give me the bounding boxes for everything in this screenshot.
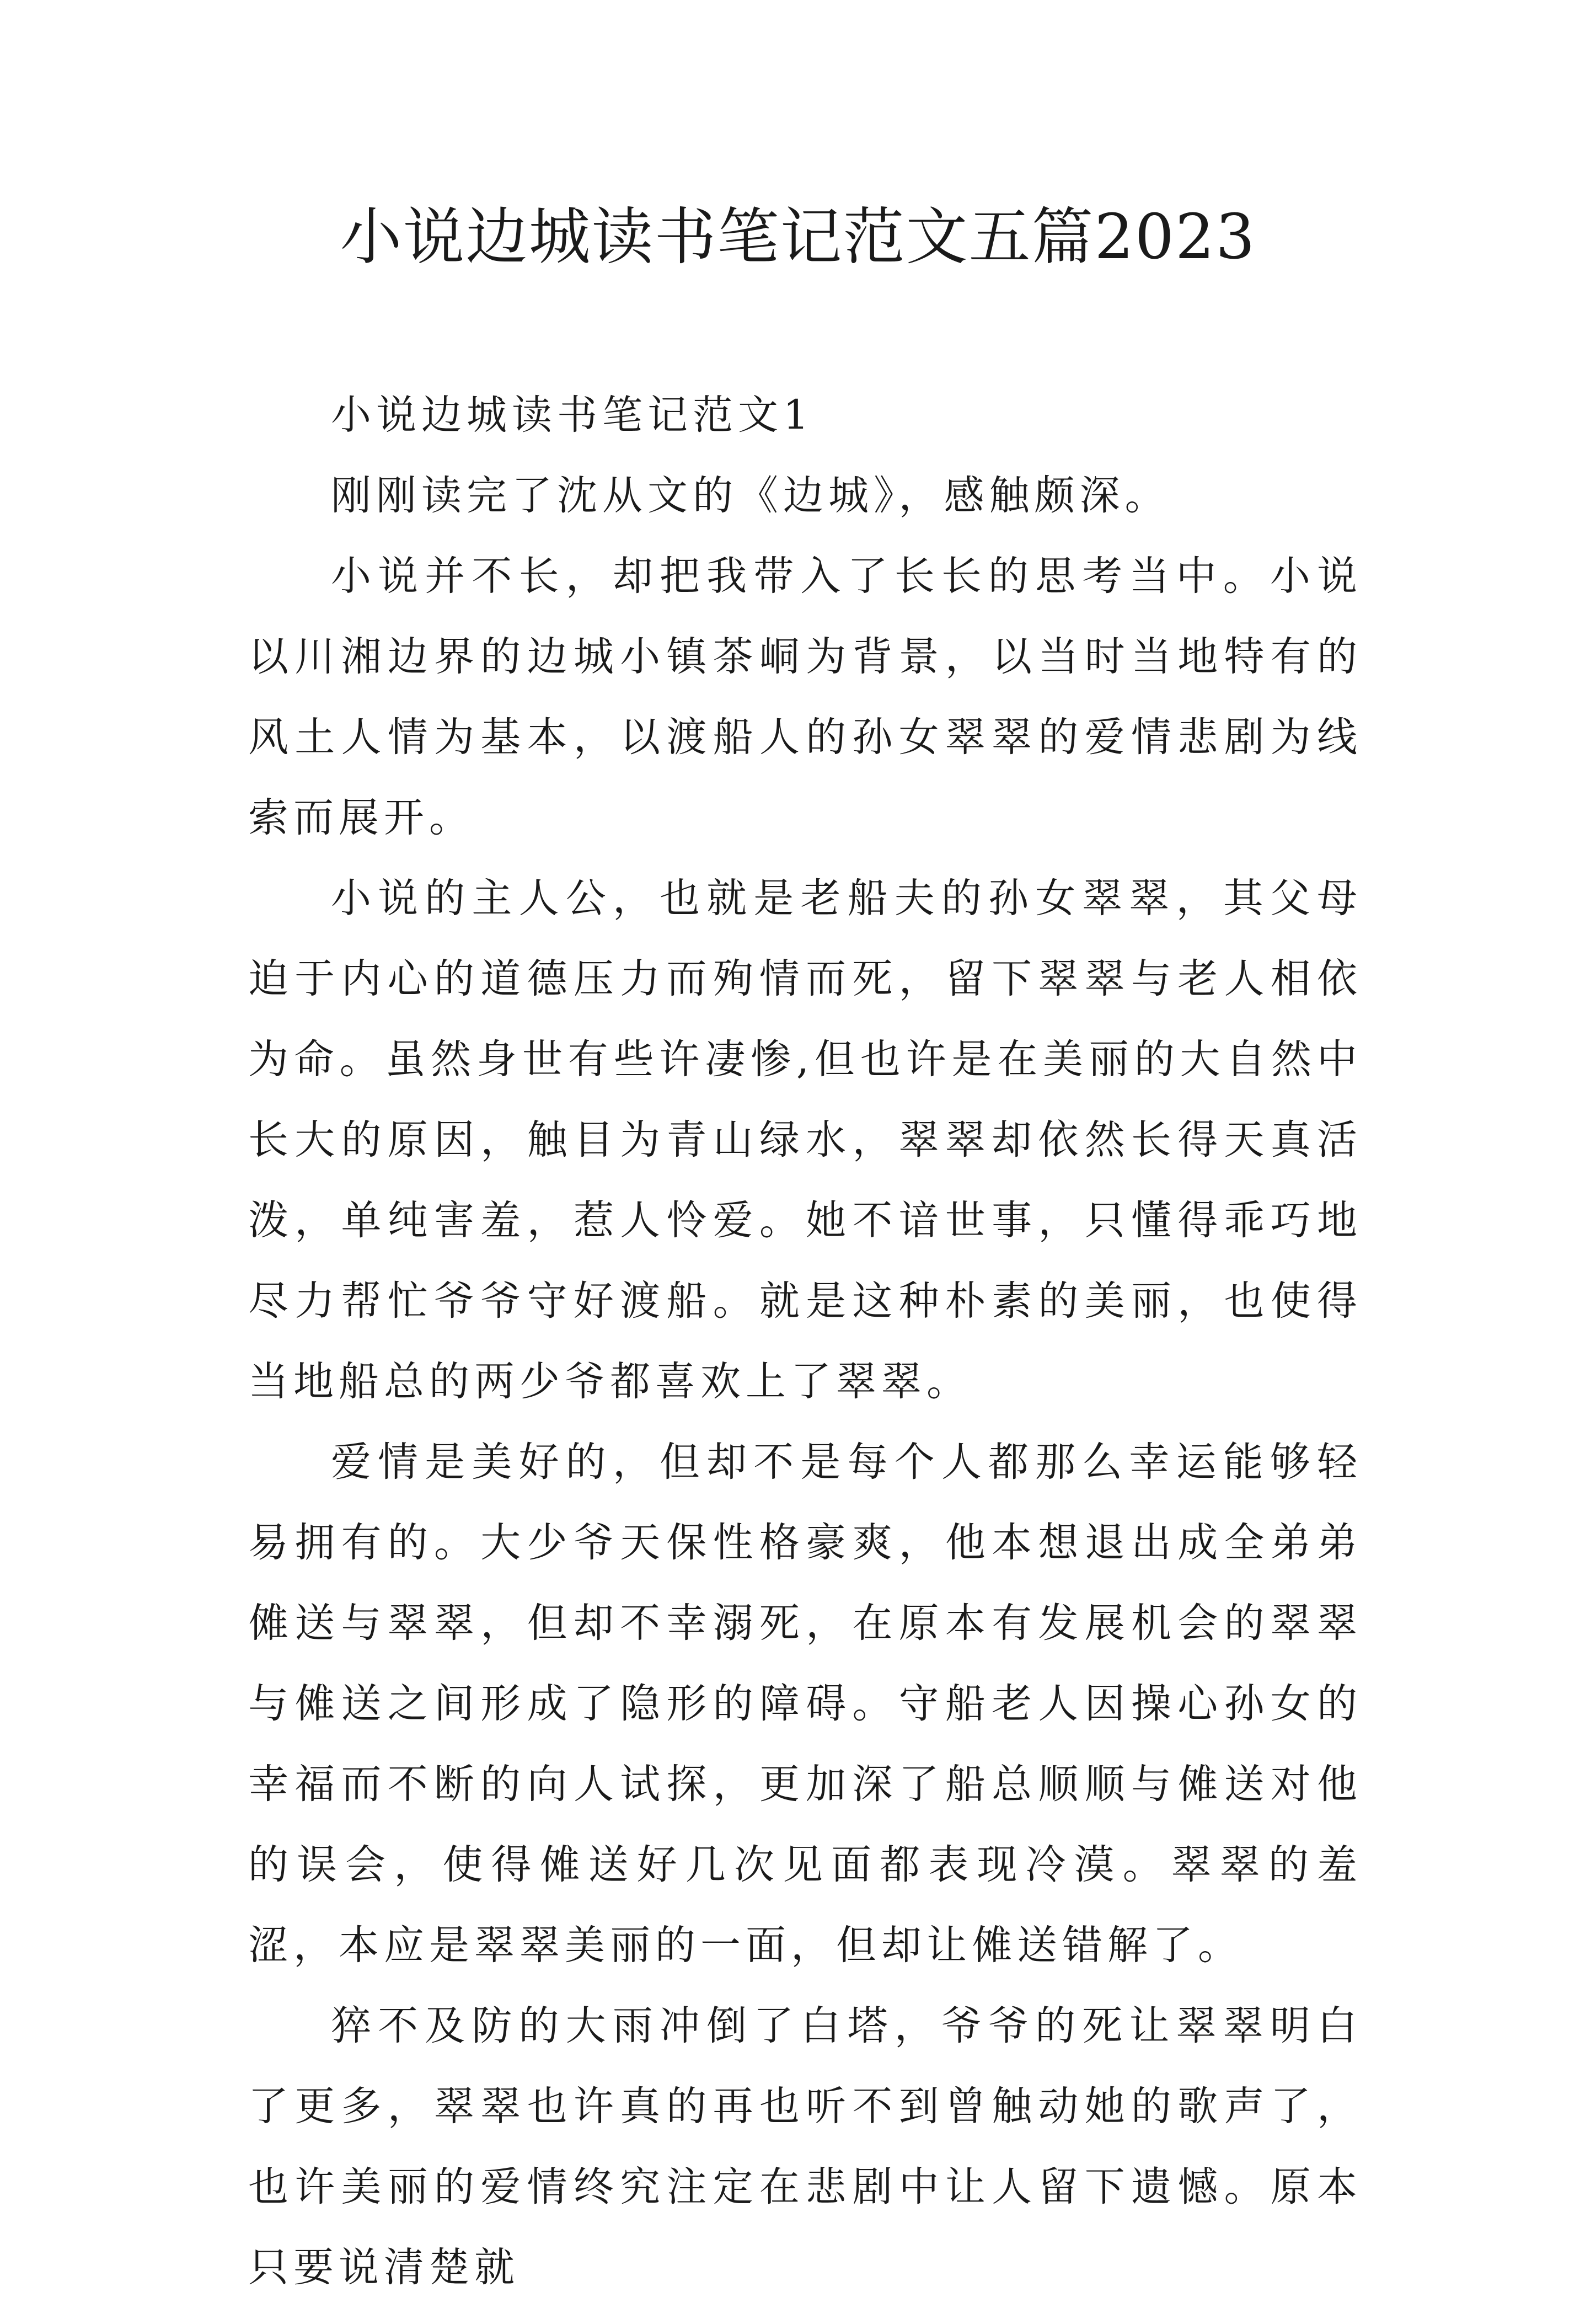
paragraph: 小说并不长，却把我带入了长长的思考当中。小说以川湘边界的边城小镇茶峒为背景，以当时当地特有的风土人情为基本，以渡船人的孙女翠翠的爱情悲剧为线索而展开。 — [248, 553, 1362, 841]
document-title: 小说边城读书笔记范文五篇2023 — [340, 201, 1256, 273]
section-heading: 小说边城读书笔记范文1 — [331, 392, 814, 439]
paragraph: 猝不及防的大雨冲倒了白塔，爷爷的死让翠翠明白了更多，翠翠也许真的再也听不到曾触动她的歌声了，也许美丽的爱情终究注定在悲剧中让人留下遗憾。原本只要说清楚就 — [248, 2002, 1362, 2291]
paragraph: 刚刚读完了沈从文的《边城》，感触颇深。 — [331, 472, 1170, 519]
document-body — [248, 375, 1362, 2308]
paragraph: 爱情是美好的，但却不是每个人都那么幸运能够轻易拥有的。大少爷天保性格豪爽，他本想退出成全弟弟傩送与翠翠，但却不幸溺死，在原本有发展机会的翠翠与傩送之间形成了隐形的障碍。守船老人因操心孙女的幸福而不断的向人试探，更加深了船总顺顺与傩送对他的误会，使得傩送好几次见面都表现冷漠。翠翠的羞涩，本应是翠翠美丽的一面，但却让傩送错解了。 — [248, 1439, 1362, 1969]
paragraph: 小说的主人公，也就是老船夫的孙女翠翠，其父母迫于内心的道德压力而殉情而死，留下翠翠与老人相依为命。虽然身世有些许凄惨,但也许是在美丽的大自然中长大的原因，触目为青山绿水，翠翠却依然长得天真活泼，单纯害羞，惹人怜爱。她不谙世事，只懂得乖巧地尽力帮忙爷爷守好渡船。就是这种朴素的美丽，也使得当地船总的两少爷都喜欢上了翠翠。 — [248, 875, 1362, 1405]
